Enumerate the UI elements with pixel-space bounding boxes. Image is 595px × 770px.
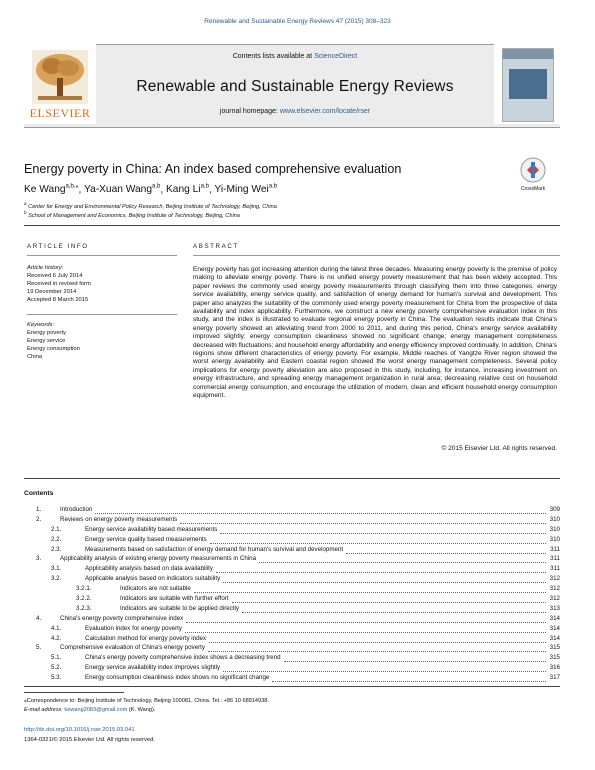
toc-leader	[272, 681, 546, 682]
toc-title: China's energy poverty comprehensive index	[60, 614, 184, 622]
toc-entry[interactable]	[24, 625, 560, 635]
email-label: E-mail address:	[24, 707, 65, 713]
journal-title: Renewable and Sustainable Energy Reviews	[136, 78, 454, 95]
toc-number: 3.	[36, 555, 42, 563]
table-of-contents	[24, 506, 560, 684]
toc-number: 5.1.	[51, 654, 62, 662]
affiliation-b: $^b$ School of Management and Economics, Beijing Institute of Technology, Beijing, China	[24, 210, 240, 219]
toc-number: 1.	[36, 506, 42, 513]
toc-leader	[223, 671, 546, 672]
toc-leader	[210, 543, 546, 544]
toc-page: 317	[549, 674, 560, 682]
toc-number: 3.1.	[51, 565, 62, 573]
homepage-prefix: journal homepage:	[219, 108, 280, 115]
toc-leader	[186, 622, 546, 623]
issn-line: 1364-0321/© 2015 Elsevier Ltd. All rights reserved.	[24, 737, 155, 743]
abstract-copyright: © 2015 Elsevier Ltd. All rights reserved.	[441, 445, 557, 452]
toc-page: 312	[549, 575, 560, 583]
toc-entry[interactable]	[24, 516, 560, 526]
contents-heading: Contents	[24, 490, 54, 497]
toc-number: 2.1.	[51, 525, 62, 533]
correspondence-note: ⁎Correspondence to: Beijing Institute of Technology, Beijing 100081, China. Tel.: +86 10 68914938.	[24, 698, 269, 704]
toc-title: Indicators are suitable to be applied directly	[120, 604, 240, 612]
toc-entry[interactable]	[24, 575, 560, 585]
keyword: China	[27, 354, 43, 360]
toc-number: 4.2.	[51, 634, 62, 642]
toc-title: Applicability analysis of existing energy poverty measurements in China	[60, 555, 257, 563]
sciencedirect-link[interactable]: ScienceDirect	[314, 53, 358, 60]
article-title: Energy poverty in China: An index based comprehensive evaluation	[24, 162, 402, 176]
toc-title: Indicators are not suitable	[120, 585, 191, 593]
toc-number: 5.	[36, 644, 42, 652]
toc-entry[interactable]	[24, 565, 560, 575]
toc-title: Calculation method for energy poverty index	[85, 634, 207, 642]
history-label: Article history:	[27, 265, 64, 271]
toc-number: 3.2.	[51, 575, 62, 583]
toc-title: Reviews on energy poverty measurements	[60, 515, 178, 523]
affiliation-a: $^a$ Center for Energy and Environmental Policy Research, Beijing Institute of Technology, Beijing, China	[24, 201, 277, 210]
author[interactable]: Kang Li$^{a,b}$	[166, 184, 209, 196]
toc-number: 3.2.1.	[76, 585, 92, 593]
author[interactable]: Ke Wang$^{a,b,⁎}$	[24, 184, 79, 196]
toc-leader	[194, 592, 546, 593]
abstract-heading: ABSTRACT	[193, 243, 239, 250]
toc-entry[interactable]	[24, 674, 560, 684]
toc-leader	[220, 533, 546, 534]
toc-page: 310	[549, 515, 560, 523]
toc-number: 4.	[36, 614, 42, 622]
toc-page: 309	[549, 506, 560, 513]
contents-end-divider	[24, 686, 560, 687]
toc-leader	[216, 572, 546, 573]
toc-entry[interactable]	[24, 615, 560, 625]
toc-entry[interactable]	[24, 585, 560, 595]
toc-page: 315	[549, 644, 560, 652]
toc-leader	[209, 642, 546, 643]
toc-page: 312	[549, 595, 560, 603]
toc-title: China's energy poverty comprehensive index shows a decreasing trend	[85, 654, 281, 662]
toc-page: 314	[549, 624, 560, 632]
history-line: Received in revised form	[27, 281, 91, 287]
history-line: Accepted 8 March 2015	[27, 297, 89, 303]
toc-leader	[95, 513, 546, 514]
toc-entry[interactable]	[24, 644, 560, 654]
abstract-divider	[193, 255, 560, 256]
contents-divider	[24, 478, 560, 479]
toc-leader	[208, 651, 546, 652]
homepage-link[interactable]: www.elsevier.com/locate/rser	[279, 108, 371, 115]
toc-leader	[223, 582, 546, 583]
crossmark-label: CrossMark	[520, 186, 546, 192]
author[interactable]: Yi-Ming Wei$^{a,b}$	[214, 184, 278, 196]
keywords-divider	[27, 314, 177, 315]
toc-number: 2.	[36, 515, 42, 523]
elsevier-tree-icon	[32, 50, 88, 104]
toc-entry[interactable]	[24, 595, 560, 605]
toc-entry[interactable]	[24, 506, 560, 516]
article-history	[27, 264, 91, 304]
keyword: Energy service	[27, 338, 66, 344]
toc-entry[interactable]	[24, 664, 560, 674]
toc-number: 2.3.	[51, 545, 62, 553]
toc-leader	[242, 612, 546, 613]
toc-title: Energy service availability index improves slightly	[85, 664, 221, 672]
toc-entry[interactable]	[24, 546, 560, 556]
toc-page: 310	[549, 525, 560, 533]
toc-entry[interactable]	[24, 526, 560, 536]
toc-title: Measurements based on satisfaction of energy demand for human's survival and development	[85, 545, 344, 553]
toc-leader	[346, 553, 546, 554]
keyword: Energy poverty	[27, 330, 66, 336]
toc-page: 312	[549, 585, 560, 593]
elsevier-logo[interactable]	[24, 44, 96, 124]
toc-number: 3.2.2.	[76, 595, 92, 603]
toc-page: 314	[549, 614, 560, 622]
toc-title: Energy consumption cleanliness index shows no significant change	[85, 674, 270, 682]
toc-title: Energy service quality based measurements	[85, 535, 207, 543]
toc-number: 2.2.	[51, 535, 62, 543]
toc-leader	[232, 602, 546, 603]
toc-title: Applicable analysis based on indicators suitability	[85, 575, 221, 583]
footnote-rule	[24, 692, 124, 693]
doi-link[interactable]: http://dx.doi.org/10.1016/j.rser.2015.03.041	[24, 727, 135, 733]
toc-page: 311	[550, 565, 560, 573]
toc-page: 311	[550, 545, 560, 553]
history-line: Received 6 July 2014	[27, 273, 83, 279]
journal-citation[interactable]: Renewable and Sustainable Energy Reviews 47 (2015) 308–323	[204, 18, 391, 25]
toc-leader	[180, 523, 546, 524]
toc-leader	[284, 661, 546, 662]
toc-leader	[185, 632, 546, 633]
toc-entry[interactable]	[24, 536, 560, 546]
journal-cover[interactable]	[494, 44, 560, 124]
toc-title: Energy service availability based measurements	[85, 525, 218, 533]
keyword: Energy consumption	[27, 346, 80, 352]
toc-entry[interactable]	[24, 635, 560, 645]
author[interactable]: Ya-Xuan Wang$^{a,b}$	[84, 184, 161, 196]
toc-number: 3.2.3.	[76, 604, 92, 612]
contents-prefix: Contents lists available at	[232, 53, 315, 60]
toc-title: Applicability analysis based on data availability	[85, 565, 213, 573]
keywords	[27, 321, 80, 361]
toc-number: 4.1.	[51, 624, 62, 632]
crossmark-icon[interactable]	[508, 156, 558, 186]
cover-picture	[509, 69, 547, 99]
toc-number: 5.2.	[51, 664, 62, 672]
toc-entry[interactable]	[24, 555, 560, 565]
toc-page: 316	[549, 664, 560, 672]
info-divider	[27, 255, 177, 256]
author-list: Ke Wang$^{a,b,⁎}$, Ya-Xuan Wang$^{a,b}$, Kang Li$^{a,b}$, Yi-Ming Wei$^{a,b}$	[24, 184, 278, 196]
history-line: 19 December 2014	[27, 289, 77, 295]
toc-page: 314	[549, 634, 560, 642]
toc-page: 310	[549, 535, 560, 543]
contents-availability	[100, 53, 490, 60]
email-link[interactable]: kewang2083@gmail.com	[64, 707, 128, 713]
email-note: E-mail address: kewang2083@gmail.com (K. Wang).	[24, 707, 156, 713]
toc-page: 311	[550, 555, 560, 563]
header-divider	[24, 225, 560, 226]
toc-title: Evaluation index for energy poverty	[85, 624, 182, 632]
toc-page: 315	[549, 654, 560, 662]
publisher-name: ELSEVIER	[29, 106, 91, 120]
article-info-heading: ARTICLE INFO	[27, 243, 89, 250]
toc-title: Introduction	[60, 506, 93, 513]
toc-title: Comprehensive evaluation of China's energy poverty	[60, 644, 205, 652]
journal-homepage	[100, 108, 490, 115]
abstract-text: Energy poverty has got increasing attention during the latest three decades. Measuring energy poverty is the premise of policy making to alleviate energy poverty. There is no unified energy poverty measurement that has been widely accepted. This paper reviews the commonly used energy poverty measurements through classifying them into three categories: energy service availability, energy service quality, and satisfaction of energy demand for human's survival and development. This paper also analyzes the suitability of the commonly used energy poverty measurement for China from the prospective of data availability and index applicability. Furthermore, we construct a new energy poverty comprehensive evaluation index in this study, and the index is illustrated to evaluate regional energy poverty in China. The evaluation results indicate that China's energy poverty showed an alleviating trend from 2000 to 2011, and during this period, China's energy service availability improved slightly; energy consumption cleanliness showed no significant change; energy management completeness decreased with fluctuations; and household energy affordability and energy efficiency improved continually. In addition, China's regions show different characteristics of energy poverty. For example, Middle reaches of Yangtze River region showed the worst energy availability and Eastern coastal region showed the worst energy management completeness. Several policy implications for energy poverty alleviation are also proposed in this study, including, for instance, increasing investment on energy infrastructure, and spreading energy management organization in rural area; decreasing relative cost on household commercial energy consumption, and encourage the utilization of modern, clean and efficient household energy consumption equipment.	[193, 266, 557, 400]
toc-entry[interactable]	[24, 654, 560, 664]
toc-title: Indicators are suitable with further effort	[120, 595, 229, 603]
toc-entry[interactable]	[24, 605, 560, 615]
cover-band	[503, 49, 553, 59]
toc-leader	[259, 562, 546, 563]
cover-image	[502, 48, 554, 122]
toc-page: 313	[549, 604, 560, 612]
toc-number: 5.3.	[51, 674, 62, 682]
keywords-label: Keywords:	[27, 322, 55, 328]
